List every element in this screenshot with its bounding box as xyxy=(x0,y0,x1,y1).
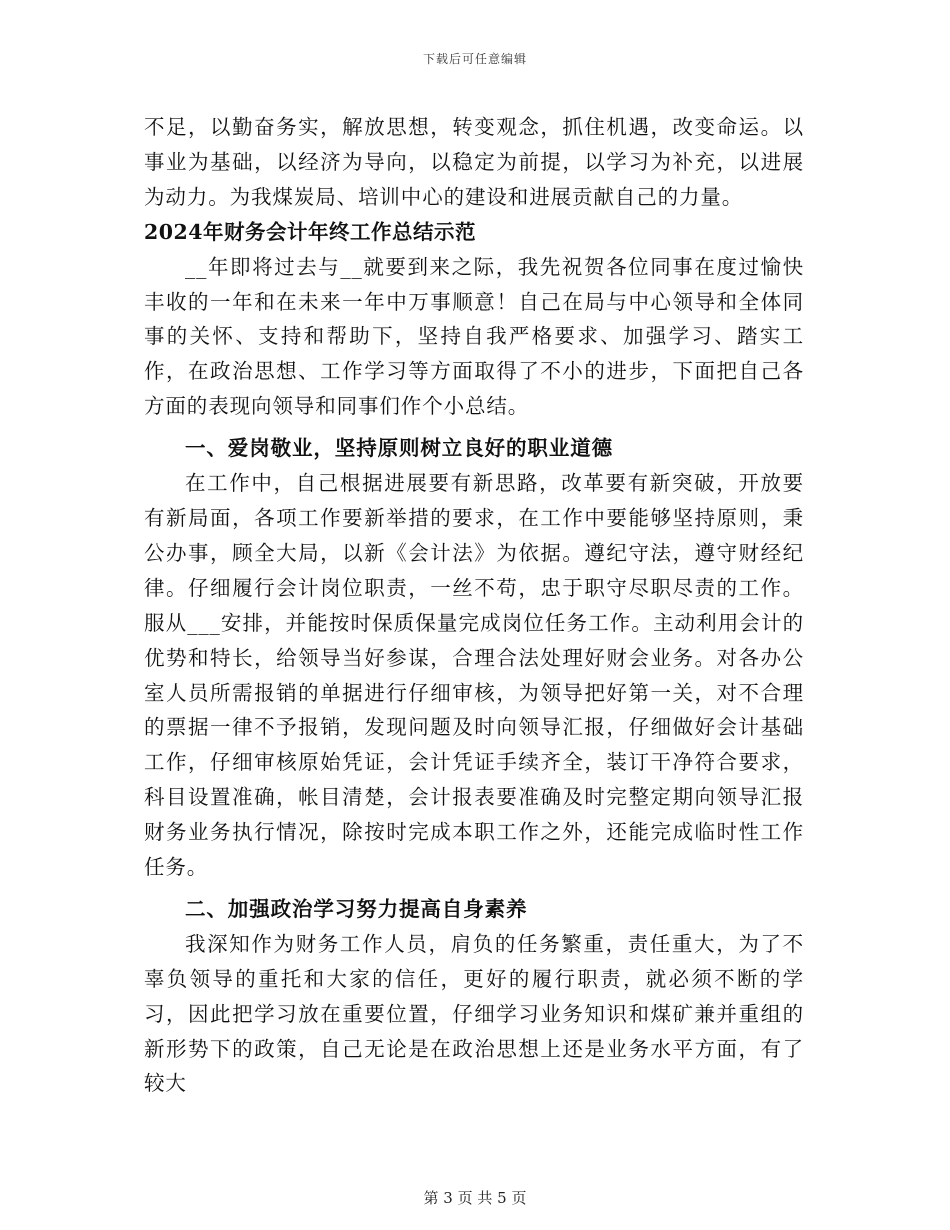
section-2-heading: 二、加强政治学习努力提高自身素养 xyxy=(185,896,528,921)
document-body xyxy=(144,110,804,1101)
section-2-paragraph: 我深知作为财务工作人员，肩负的任务繁重，责任重大，为了不辜负领导的重托和大家的信任，更好的履行职责，就必须不断的学习，因此把学习放在重要位置，仔细学习业务知识和煤矿兼并重组的新形势下的政策，自己无论是在政治思想上还是业务水平方面，有了较大 xyxy=(144,931,804,1096)
opening-paragraph: __年即将过去与__就要到来之际，我先祝贺各位同事在度过愉快丰收的一年和在未来一年中万事顺意！自己在局与中心领导和全体同事的关怀、支持和帮助下，坚持自我严格要求、加强学习、踏实工作，在政治思想、工作学习等方面取得了不小的进步，下面把自己各方面的表现向领导和同事们作个小总结。 xyxy=(144,254,804,419)
page-number: 第 3 页 共 5 页 xyxy=(423,1189,527,1207)
section-1-paragraph: 在工作中，自己根据进展要有新思路，改革要有新突破，开放要有新局面，各项工作要新举措的要求，在工作中要能够坚持原则，秉公办事，顾全大局，以新《会计法》为依据。遵纪守法，遵守财经纪律。仔细履行会计岗位职责，一丝不苟，忠于职守尽职尽责的工作。服从___安排，并能按时保质保量完成岗位任务工作。主动利用会计的优势和特长，给领导当好参谋，合理合法处理好财会业务。对各办公室人员所需报销的单据进行仔细审核，为领导把好第一关，对不合理的票据一律不予报销，发现问题及时向领导汇报，仔细做好会计基础工作，仔细审核原始凭证，会计凭证手续齐全，装订干净符合要求，科目设置准确，帐目清楚，会计报表要准确及时完整定期向领导汇报财务业务执行情况，除按时完成本职工作之外，还能完成临时性工作任务。 xyxy=(144,471,804,880)
section-1-heading: 一、爱岗敬业，坚持原则树立良好的职业道德 xyxy=(185,436,613,461)
page-header-note: 下载后可任意编辑 xyxy=(422,52,527,66)
document-title: 2024年财务会计年终工作总结示范 xyxy=(144,219,477,244)
intro-paragraph: 不足，以勤奋务实，解放思想，转变观念，抓住机遇，改变命运。以事业为基础，以经济为导向，以稳定为前提，以学习为补充，以进展为动力。为我煤炭局、培训中心的建设和进展贡献自己的力量。 xyxy=(144,115,804,209)
